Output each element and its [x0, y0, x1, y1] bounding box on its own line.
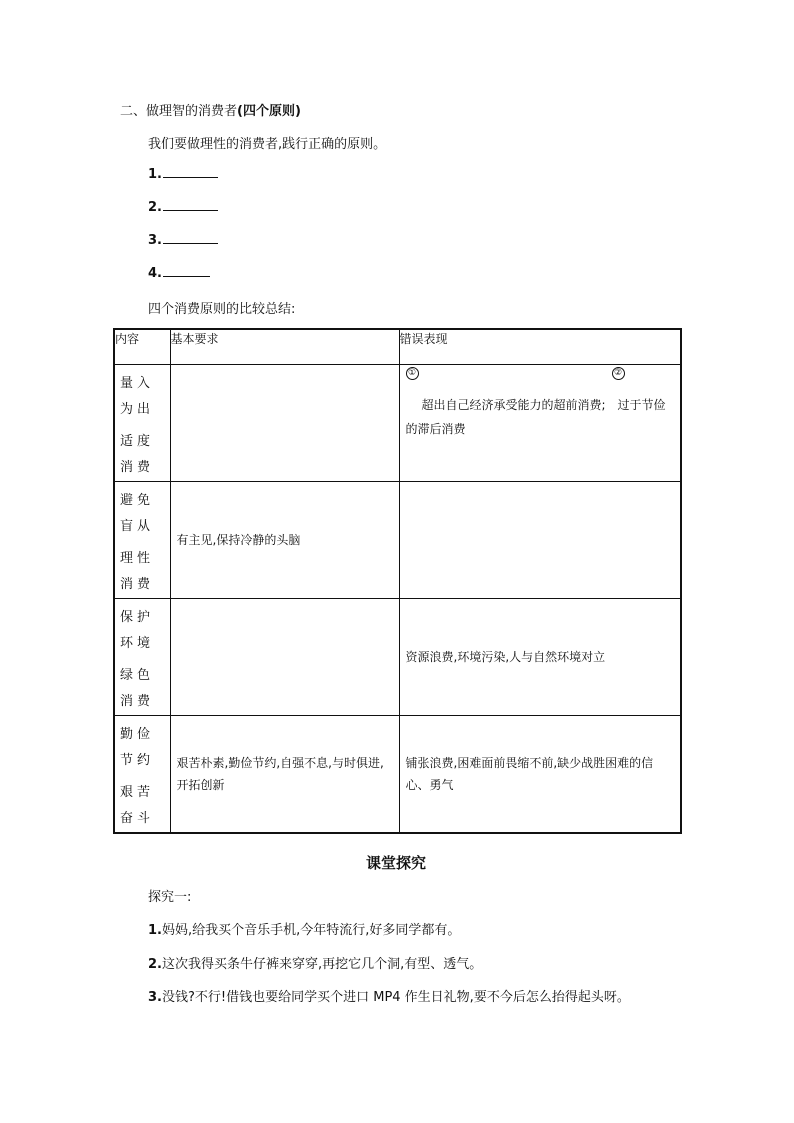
explore-item-text: 妈妈,给我买个音乐手机,今年特流行,好多同学都有。: [161, 923, 461, 938]
row-label-line1: 保护环境: [120, 609, 155, 651]
error-cell: 铺张浪费,困难面前畏缩不前,缺少战胜困难的信心、勇气: [399, 715, 681, 833]
header-error-manifestation: 错误表现: [399, 329, 681, 364]
circle-two-marker: ②: [612, 367, 625, 380]
error-text: 超出自己经济承受能力的超前消费; 过于节俭的滞后消费: [405, 397, 666, 436]
circle-one-marker: ①: [406, 367, 419, 380]
header-content: 内容: [114, 329, 170, 364]
error-cell: [399, 481, 681, 598]
blank-number: 2.: [148, 200, 162, 215]
row-label: [114, 364, 170, 481]
header-basic-requirement: 基本要求: [170, 329, 399, 364]
principles-table: [113, 328, 682, 834]
blank-number: 3.: [148, 233, 162, 248]
explore-item-number: 1.: [148, 923, 162, 938]
table-intro: 四个消费原则的比较总结:: [148, 302, 296, 317]
blank-item-3: [148, 233, 218, 248]
explore-item-text: 没钱?不行!借钱也要给同学买个进口 MP4 作生日礼物,要不今后怎么抬得起头呀。: [161, 990, 630, 1005]
table-row: [114, 715, 681, 833]
section-heading-suffix: (四个原则): [237, 104, 301, 119]
intro-text: 我们要做理性的消费者,践行正确的原则。: [148, 137, 387, 152]
section-heading: [120, 100, 301, 119]
answer-blank: [163, 242, 218, 244]
basic-requirement-cell: [170, 364, 399, 481]
row-label: [114, 715, 170, 833]
classroom-title: 课堂探究: [366, 854, 427, 872]
error-cell: 资源浪费,环境污染,人与自然环境对立: [399, 598, 681, 715]
explore-item-2: [148, 953, 482, 972]
basic-requirement-cell: [170, 598, 399, 715]
row-label-line1: 量入为出: [120, 375, 155, 417]
answer-blank: [163, 209, 218, 211]
blank-item-2: [148, 200, 218, 215]
row-label-line1: 勤俭节约: [120, 726, 155, 768]
explore-item-number: 2.: [148, 957, 162, 972]
error-cell: [399, 364, 681, 481]
table-row: [114, 598, 681, 715]
row-label-line2: 绿色消费: [120, 667, 155, 709]
basic-requirement-cell: 有主见,保持冷静的头脑: [170, 481, 399, 598]
explore-item-1: [148, 919, 460, 938]
table-header-row: [114, 329, 681, 364]
row-label: [114, 481, 170, 598]
explore-item-number: 3.: [148, 990, 162, 1005]
row-label-line2: 适度消费: [120, 433, 155, 475]
table-row: [114, 364, 681, 481]
section-heading-prefix: 二、做理智的消费者: [120, 104, 238, 119]
explore-item-3: [148, 986, 630, 1005]
answer-blank: [163, 275, 210, 277]
row-label: [114, 598, 170, 715]
blank-number: 1.: [148, 167, 162, 182]
row-label-line2: 理性消费: [120, 550, 155, 592]
blank-number: 4.: [148, 266, 162, 281]
explore-label: 探究一:: [148, 890, 192, 905]
blank-item-4: [148, 266, 210, 281]
blank-item-1: [148, 167, 218, 182]
answer-blank: [163, 176, 218, 178]
basic-requirement-cell: 艰苦朴素,勤俭节约,自强不息,与时俱进,开拓创新: [170, 715, 399, 833]
row-label-line2: 艰苦奋斗: [120, 784, 155, 826]
explore-item-text: 这次我得买条牛仔裤来穿穿,再挖它几个洞,有型、透气。: [161, 957, 483, 972]
row-label-line1: 避免盲从: [120, 492, 155, 534]
table-row: [114, 481, 681, 598]
